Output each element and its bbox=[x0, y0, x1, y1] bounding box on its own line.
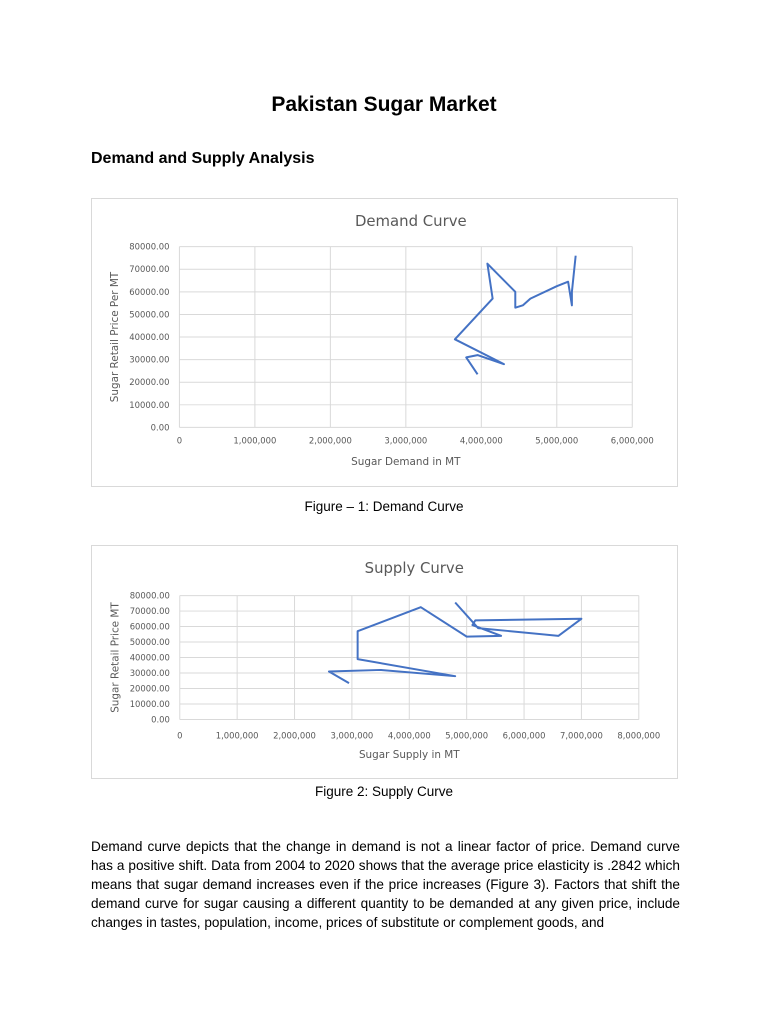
supply-x-tick-label: 1,000,000 bbox=[215, 730, 259, 741]
supply-y-tick-label: 40000.00 bbox=[129, 652, 170, 663]
supply-y-tick-label: 80000.00 bbox=[129, 590, 170, 601]
demand-y-tick-label: 0.00 bbox=[150, 422, 170, 433]
demand-x-tick-label: 6,000,000 bbox=[610, 435, 654, 446]
demand-y-tick-label: 60000.00 bbox=[129, 286, 170, 297]
supply-x-tick-label: 4,000,000 bbox=[387, 730, 431, 741]
supply-x-tick-label: 7,000,000 bbox=[560, 730, 603, 741]
supply-chart-title: Supply Curve bbox=[364, 558, 464, 577]
supply-chart bbox=[91, 545, 678, 779]
supply-x-tick-label: 0 bbox=[177, 730, 183, 741]
supply-x-tick-label: 3,000,000 bbox=[330, 730, 374, 741]
supply-y-tick-label: 30000.00 bbox=[129, 668, 170, 679]
supply-x-tick-label: 6,000,000 bbox=[502, 730, 546, 741]
supply-x-tick-label: 8,000,000 bbox=[617, 730, 661, 741]
demand-chart-title: Demand Curve bbox=[354, 211, 467, 230]
demand-y-tick-label: 80000.00 bbox=[129, 241, 170, 252]
supply-x-tick-label: 5,000,000 bbox=[445, 730, 489, 741]
supply-y-tick-label: 60000.00 bbox=[129, 621, 170, 632]
supply-y-tick-label: 70000.00 bbox=[129, 606, 170, 617]
supply-y-tick-label: 10000.00 bbox=[129, 698, 170, 709]
supply-y-axis-label: Sugar Retail Price MT bbox=[109, 602, 122, 713]
demand-y-tick-label: 30000.00 bbox=[129, 354, 170, 365]
supply-x-tick-label: 2,000,000 bbox=[273, 730, 316, 741]
page-title: Pakistan Sugar Market bbox=[271, 93, 497, 116]
demand-x-tick-label: 5,000,000 bbox=[535, 435, 579, 446]
demand-y-tick-label: 20000.00 bbox=[129, 377, 170, 388]
demand-x-tick-label: 3,000,000 bbox=[384, 435, 428, 446]
demand-chart bbox=[91, 198, 678, 487]
section-heading: Demand and Supply Analysis bbox=[91, 150, 315, 167]
supply-chart-svg bbox=[92, 546, 677, 778]
demand-chart-svg bbox=[92, 199, 677, 486]
figure-2-caption: Figure 2: Supply Curve bbox=[314, 784, 454, 799]
demand-y-tick-label: 10000.00 bbox=[129, 399, 170, 410]
supply-series-line bbox=[329, 603, 581, 684]
demand-x-tick-label: 2,000,000 bbox=[308, 435, 352, 446]
demand-y-axis-label: Sugar Retail Price Per MT bbox=[108, 271, 121, 403]
demand-x-tick-label: 4,000,000 bbox=[459, 435, 503, 446]
supply-x-axis-label: Sugar Supply in MT bbox=[358, 749, 460, 762]
demand-y-tick-label: 70000.00 bbox=[129, 264, 170, 275]
supply-y-tick-label: 50000.00 bbox=[129, 637, 170, 648]
demand-x-tick-label: 1,000,000 bbox=[233, 435, 277, 446]
demand-x-axis-label: Sugar Demand in MT bbox=[351, 456, 461, 469]
supply-y-tick-label: 20000.00 bbox=[129, 683, 170, 694]
demand-x-tick-label: 0 bbox=[176, 435, 183, 446]
demand-y-tick-label: 40000.00 bbox=[129, 332, 170, 343]
body-paragraph: Demand curve depicts that the change in demand is not a linear factor of price. Demand curve has a positive shift. Data from 2004 to 2020 shows that the average price elasticity is .2842 which means that sugar demand increases even if the price increases (Figure 3). Factors that shift the demand curve for sugar causing a different quantity to be demanded at any given price, include changes in tastes, population, income, prices of substitute or complement goods, and bbox=[91, 839, 680, 930]
demand-y-tick-label: 50000.00 bbox=[129, 309, 170, 320]
supply-y-tick-label: 0.00 bbox=[151, 714, 170, 725]
figure-1-caption: Figure – 1: Demand Curve bbox=[304, 499, 464, 514]
demand-series-line bbox=[455, 256, 576, 375]
